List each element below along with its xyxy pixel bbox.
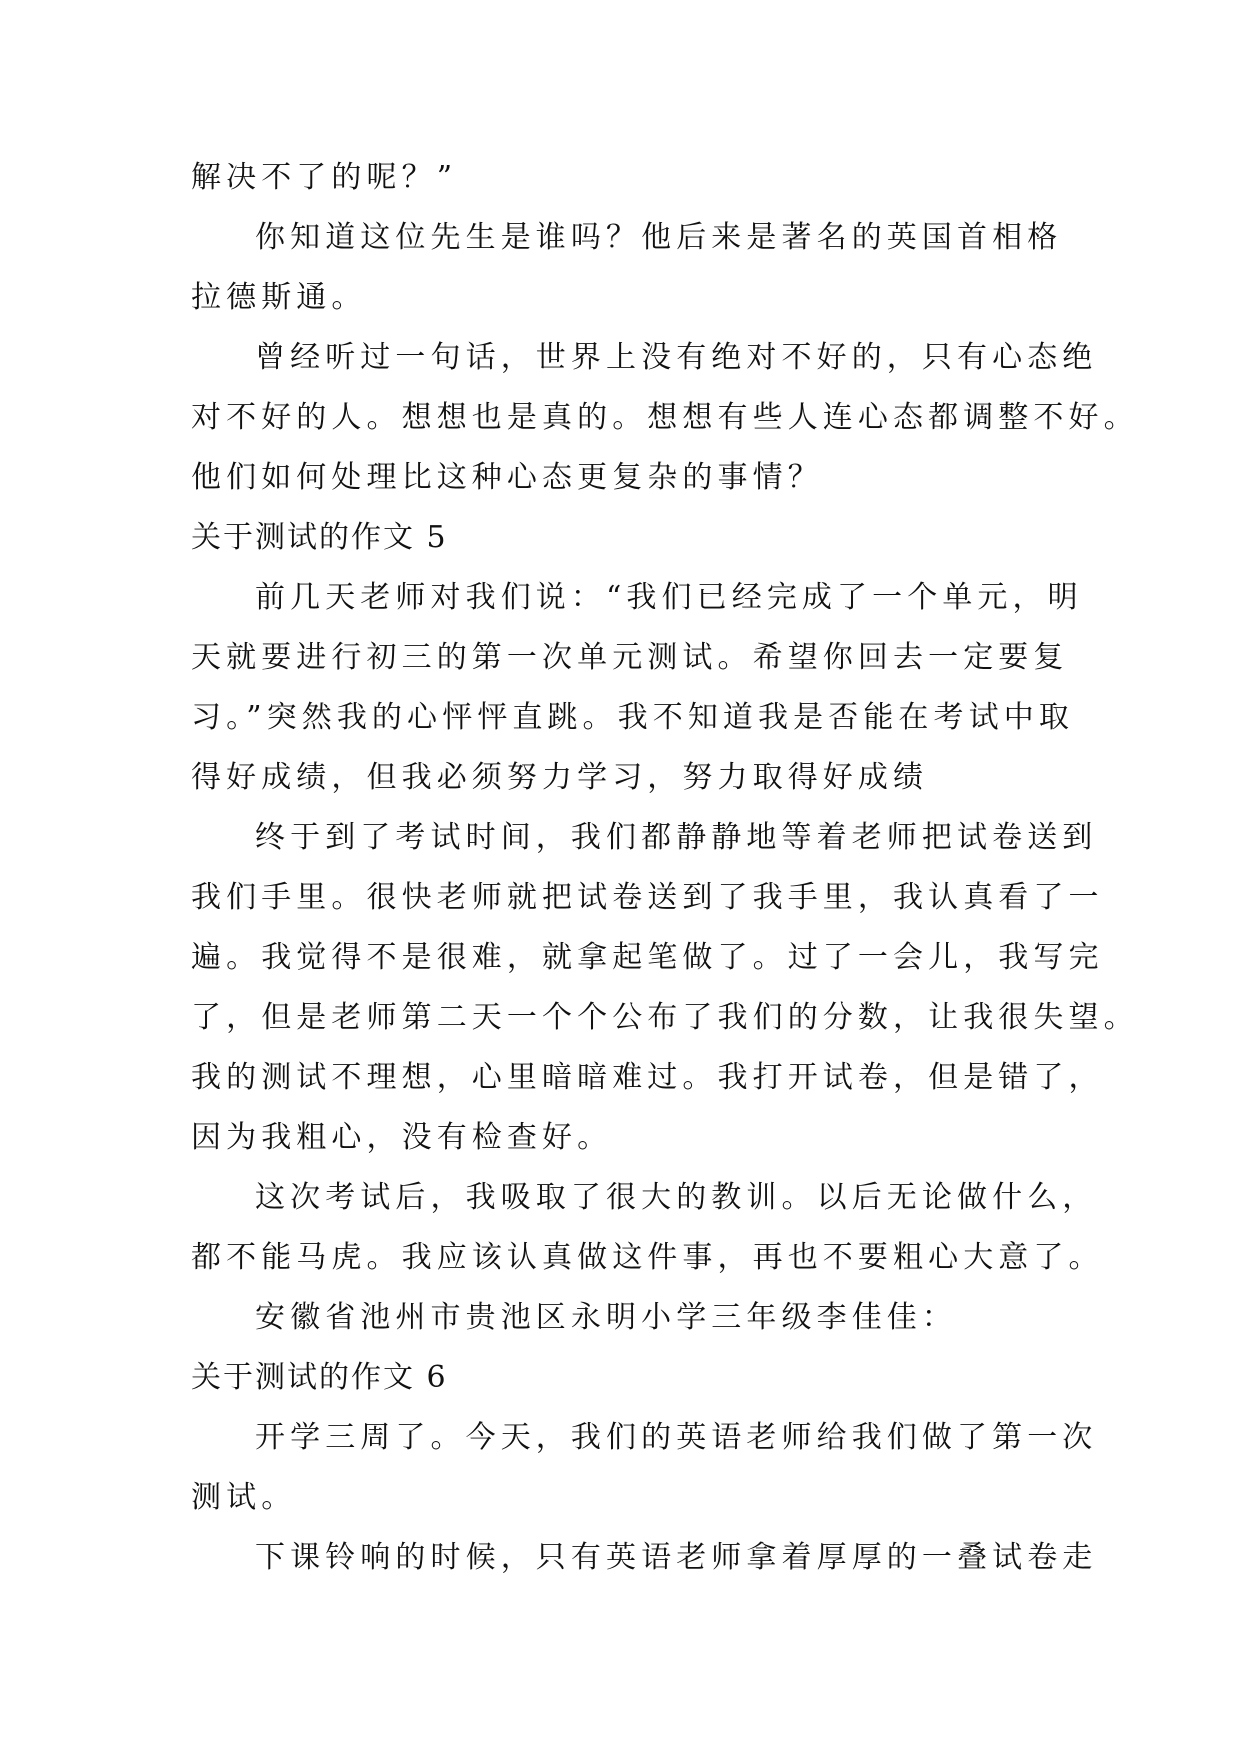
text-line: 解决不了的呢？” bbox=[191, 160, 458, 195]
text-line: 终于到了考试时间，我们都静静地等着老师把试卷送到 bbox=[255, 820, 1098, 855]
text-line: 你知道这位先生是谁吗？他后来是著名的英国首相格 bbox=[255, 220, 1063, 255]
section-heading: 关于测试的作文 5 bbox=[191, 520, 448, 555]
text-line: 安徽省池州市贵池区永明小学三年级李佳佳： bbox=[255, 1300, 957, 1335]
text-line: 了，但是老师第二天一个个公布了我们的分数，让我很失望。 bbox=[191, 1000, 1139, 1035]
text-line: 前几天老师对我们说：“我们已经完成了一个单元，明 bbox=[255, 580, 1083, 615]
text-line: 下课铃响的时候，只有英语老师拿着厚厚的一叠试卷走 bbox=[255, 1540, 1098, 1575]
text-line: 他们如何处理比这种心态更复杂的事情？ bbox=[191, 460, 823, 495]
text-line: 得好成绩，但我必须努力学习，努力取得好成绩 bbox=[191, 760, 929, 795]
text-line: 我的测试不理想，心里暗暗难过。我打开试卷，但是错了， bbox=[191, 1060, 1104, 1095]
text-line: 拉德斯通。 bbox=[191, 280, 367, 315]
text-line: 天就要进行初三的第一次单元测试。希望你回去一定要复 bbox=[191, 640, 1069, 675]
text-line: 都不能马虎。我应该认真做这件事，再也不要粗心大意了。 bbox=[191, 1240, 1104, 1275]
text-line: 这次考试后，我吸取了很大的教训。以后无论做什么， bbox=[255, 1180, 1098, 1215]
text-line: 曾经听过一句话，世界上没有绝对不好的，只有心态绝 bbox=[255, 340, 1098, 375]
text-line: 因为我粗心，没有检查好。 bbox=[191, 1120, 613, 1155]
text-line: 测试。 bbox=[191, 1480, 297, 1515]
text-line: 遍。我觉得不是很难，就拿起笔做了。过了一会儿，我写完 bbox=[191, 940, 1104, 975]
text-line: 习。”突然我的心怦怦直跳。我不知道我是否能在考试中取 bbox=[191, 700, 1074, 735]
text-line: 我们手里。很快老师就把试卷送到了我手里，我认真看了一 bbox=[191, 880, 1104, 915]
text-line: 对不好的人。想想也是真的。想想有些人连心态都调整不好。 bbox=[191, 400, 1139, 435]
section-heading: 关于测试的作文 6 bbox=[191, 1360, 448, 1395]
text-line: 开学三周了。今天，我们的英语老师给我们做了第一次 bbox=[255, 1420, 1098, 1455]
